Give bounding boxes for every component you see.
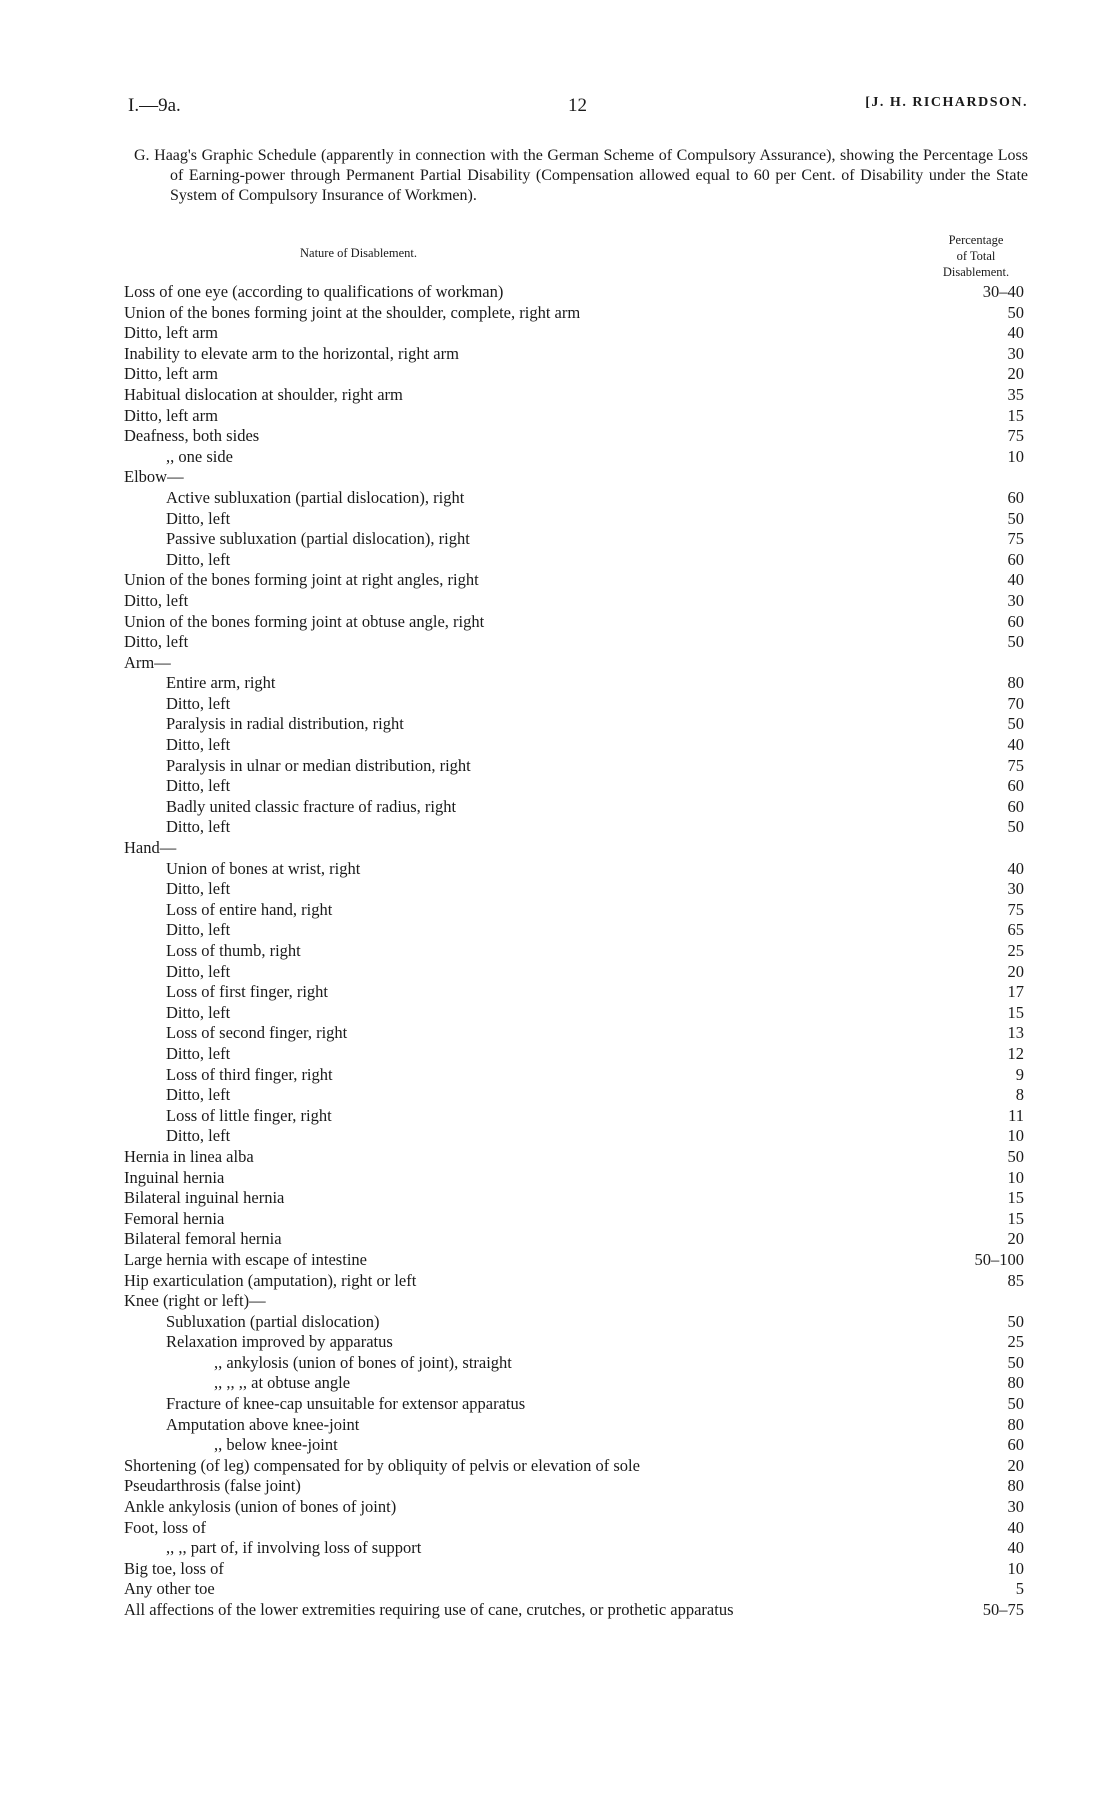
table-row bbox=[124, 1147, 1028, 1168]
table-row bbox=[124, 1271, 1028, 1292]
table-row bbox=[124, 1559, 1028, 1580]
percentage-heading-line-2: of Total bbox=[956, 249, 996, 263]
percentage-value: 30 bbox=[968, 591, 1024, 612]
table-row bbox=[124, 1373, 1028, 1394]
disablement-label: Ditto, left bbox=[166, 962, 234, 983]
disablement-label: Ditto, left arm bbox=[124, 406, 222, 427]
table-row bbox=[124, 632, 1028, 653]
table-row bbox=[124, 1209, 1028, 1230]
percentage-value: 10 bbox=[968, 1168, 1024, 1189]
disablement-label: Ditto, left bbox=[166, 1126, 234, 1147]
percentage-value: 8 bbox=[968, 1085, 1024, 1106]
disablement-label: Ditto, left bbox=[166, 735, 234, 756]
disablement-label: Big toe, loss of bbox=[124, 1559, 228, 1580]
table-row bbox=[124, 735, 1028, 756]
percentage-value: 60 bbox=[968, 612, 1024, 633]
disablement-label: Loss of first finger, right bbox=[166, 982, 332, 1003]
table-row bbox=[124, 879, 1028, 900]
percentage-value: 15 bbox=[968, 1003, 1024, 1024]
table-row bbox=[124, 364, 1028, 385]
percentage-value: 17 bbox=[968, 982, 1024, 1003]
disablement-label: Any other toe bbox=[124, 1579, 219, 1600]
disablement-label: Subluxation (partial dislocation) bbox=[166, 1312, 384, 1333]
disablement-label: Union of the bones forming joint at obtuse angle, right bbox=[124, 612, 488, 633]
percentage-value: 11 bbox=[968, 1106, 1024, 1127]
table-row bbox=[124, 426, 1028, 447]
page-number: 12 bbox=[568, 95, 587, 116]
disablement-label: Loss of one eye (according to qualifications of workman) bbox=[124, 282, 507, 303]
table-section-heading bbox=[124, 467, 1028, 488]
disablement-label: Loss of thumb, right bbox=[166, 941, 305, 962]
disablement-label: Inability to elevate arm to the horizontal, right arm bbox=[124, 344, 463, 365]
disablement-label: Ditto, left bbox=[124, 632, 192, 653]
disablement-label: Arm— bbox=[124, 653, 175, 674]
document-reference: I.—9a. bbox=[128, 95, 181, 116]
table-row bbox=[124, 817, 1028, 838]
disablement-label: All affections of the lower extremities requiring use of cane, crutches, or prothetic apparatus bbox=[124, 1600, 738, 1621]
disablement-label: Ditto, left arm bbox=[124, 364, 222, 385]
percentage-heading-line-1: Percentage bbox=[948, 233, 1004, 247]
percentage-value: 5 bbox=[968, 1579, 1024, 1600]
disablement-label: Union of the bones forming joint at the shoulder, complete, right arm bbox=[124, 303, 584, 324]
table-row bbox=[124, 776, 1028, 797]
disablement-label: Paralysis in radial distribution, right bbox=[166, 714, 408, 735]
disablement-label: Pseudarthrosis (false joint) bbox=[124, 1476, 305, 1497]
table-row bbox=[124, 323, 1028, 344]
disablement-label: Loss of little finger, right bbox=[166, 1106, 336, 1127]
table-row bbox=[124, 1250, 1028, 1271]
percentage-value: 65 bbox=[968, 920, 1024, 941]
disablement-label: Loss of entire hand, right bbox=[166, 900, 336, 921]
table-row bbox=[124, 1023, 1028, 1044]
page-header bbox=[128, 95, 1028, 121]
percentage-value: 40 bbox=[968, 735, 1024, 756]
percentage-value: 30–40 bbox=[968, 282, 1024, 303]
table-row bbox=[124, 1168, 1028, 1189]
disablement-label: Paralysis in ulnar or median distribution, right bbox=[166, 756, 475, 777]
disablement-label: Hip exarticulation (amputation), right or left bbox=[124, 1271, 420, 1292]
percentage-column-heading bbox=[924, 232, 1028, 280]
disablement-label: Inguinal hernia bbox=[124, 1168, 228, 1189]
disablement-label: Ditto, left bbox=[166, 550, 234, 571]
table-row bbox=[124, 859, 1028, 880]
table-row bbox=[124, 1518, 1028, 1539]
percentage-value: 70 bbox=[968, 694, 1024, 715]
author-reference: [J. H. RICHARDSON. bbox=[865, 95, 1028, 110]
table-row bbox=[124, 1312, 1028, 1333]
disablement-label: Ditto, left bbox=[124, 591, 192, 612]
disablement-label: Ditto, left bbox=[166, 694, 234, 715]
percentage-value: 60 bbox=[968, 488, 1024, 509]
table-row bbox=[124, 941, 1028, 962]
disablement-label: Union of bones at wrist, right bbox=[166, 859, 364, 880]
table-row bbox=[124, 591, 1028, 612]
percentage-value: 40 bbox=[968, 1518, 1024, 1539]
disablement-label: ,, ,, part of, if involving loss of support bbox=[166, 1538, 425, 1559]
disablement-label: Shortening (of leg) compensated for by obliquity of pelvis or elevation of sole bbox=[124, 1456, 644, 1477]
disablement-label: Hernia in linea alba bbox=[124, 1147, 258, 1168]
percentage-value: 10 bbox=[968, 447, 1024, 468]
disablement-label: Bilateral inguinal hernia bbox=[124, 1188, 288, 1209]
table-row bbox=[124, 1126, 1028, 1147]
disablement-label: Ditto, left bbox=[166, 879, 234, 900]
disablement-label: Relaxation improved by apparatus bbox=[166, 1332, 397, 1353]
disablement-label: Ditto, left bbox=[166, 1003, 234, 1024]
table-row bbox=[124, 612, 1028, 633]
percentage-value: 9 bbox=[968, 1065, 1024, 1086]
table-row bbox=[124, 1476, 1028, 1497]
disablement-label: Ditto, left arm bbox=[124, 323, 222, 344]
disablement-label: Hand— bbox=[124, 838, 180, 859]
percentage-value: 15 bbox=[968, 1209, 1024, 1230]
percentage-value: 15 bbox=[968, 406, 1024, 427]
table-row bbox=[124, 900, 1028, 921]
percentage-value: 50 bbox=[968, 632, 1024, 653]
table-row bbox=[124, 756, 1028, 777]
percentage-value: 50 bbox=[968, 1147, 1024, 1168]
table-row bbox=[124, 550, 1028, 571]
percentage-value: 75 bbox=[968, 426, 1024, 447]
percentage-value: 50 bbox=[968, 1394, 1024, 1415]
table-section-heading bbox=[124, 838, 1028, 859]
schedule-intro: G. Haag's Graphic Schedule (apparently in connection with the German Scheme of Compulsory Assurance), showing the Percentage Loss of Earning-power through Permanent Partial Disability (Compensation allowed equal to 60 per Cent. of Disability under the State System of Compulsory Insurance of Workmen). bbox=[134, 147, 1028, 204]
disablement-label: Union of the bones forming joint at right angles, right bbox=[124, 570, 483, 591]
table-row bbox=[124, 1600, 1028, 1621]
table-row bbox=[124, 797, 1028, 818]
table-row bbox=[124, 1229, 1028, 1250]
percentage-value: 75 bbox=[968, 900, 1024, 921]
table-row bbox=[124, 920, 1028, 941]
percentage-value: 80 bbox=[968, 673, 1024, 694]
percentage-value: 40 bbox=[968, 570, 1024, 591]
table-row bbox=[124, 714, 1028, 735]
disablement-label: Habitual dislocation at shoulder, right arm bbox=[124, 385, 407, 406]
table-row bbox=[124, 1538, 1028, 1559]
percentage-value: 35 bbox=[968, 385, 1024, 406]
disablement-label: Bilateral femoral hernia bbox=[124, 1229, 286, 1250]
disablement-label: Elbow— bbox=[124, 467, 188, 488]
table-row bbox=[124, 1435, 1028, 1456]
table-row bbox=[124, 694, 1028, 715]
table-section-heading bbox=[124, 653, 1028, 674]
percentage-value: 60 bbox=[968, 550, 1024, 571]
table-row bbox=[124, 1456, 1028, 1477]
disablement-label: Femoral hernia bbox=[124, 1209, 228, 1230]
disablement-label: Ditto, left bbox=[166, 1044, 234, 1065]
percentage-value: 15 bbox=[968, 1188, 1024, 1209]
table-row bbox=[124, 1065, 1028, 1086]
disablement-table bbox=[124, 282, 1028, 1621]
disablement-label: Amputation above knee-joint bbox=[166, 1415, 363, 1436]
table-row bbox=[124, 488, 1028, 509]
disablement-label: Passive subluxation (partial dislocation), right bbox=[166, 529, 474, 550]
percentage-value: 10 bbox=[968, 1126, 1024, 1147]
table-row bbox=[124, 1332, 1028, 1353]
table-row bbox=[124, 282, 1028, 303]
percentage-value: 30 bbox=[968, 1497, 1024, 1518]
disablement-label: Ditto, left bbox=[166, 776, 234, 797]
percentage-value: 50–100 bbox=[968, 1250, 1024, 1271]
percentage-value: 60 bbox=[968, 776, 1024, 797]
percentage-value: 85 bbox=[968, 1271, 1024, 1292]
table-row bbox=[124, 1188, 1028, 1209]
disablement-label: Deafness, both sides bbox=[124, 426, 263, 447]
disablement-label: Knee (right or left)— bbox=[124, 1291, 270, 1312]
table-row bbox=[124, 570, 1028, 591]
table-row bbox=[124, 1106, 1028, 1127]
percentage-value: 50 bbox=[968, 1353, 1024, 1374]
percentage-value: 75 bbox=[968, 756, 1024, 777]
table-row bbox=[124, 509, 1028, 530]
disablement-label: Entire arm, right bbox=[166, 673, 280, 694]
table-row bbox=[124, 406, 1028, 427]
table-row bbox=[124, 385, 1028, 406]
percentage-value: 20 bbox=[968, 364, 1024, 385]
disablement-label: Large hernia with escape of intestine bbox=[124, 1250, 371, 1271]
disablement-label: Ditto, left bbox=[166, 920, 234, 941]
percentage-value: 13 bbox=[968, 1023, 1024, 1044]
table-row bbox=[124, 1579, 1028, 1600]
percentage-value: 40 bbox=[968, 1538, 1024, 1559]
table-row bbox=[124, 529, 1028, 550]
table-row bbox=[124, 673, 1028, 694]
percentage-value: 25 bbox=[968, 941, 1024, 962]
percentage-value: 80 bbox=[968, 1373, 1024, 1394]
percentage-value: 75 bbox=[968, 529, 1024, 550]
disablement-label: Badly united classic fracture of radius, right bbox=[166, 797, 460, 818]
percentage-value: 40 bbox=[968, 323, 1024, 344]
table-row bbox=[124, 1353, 1028, 1374]
table-row bbox=[124, 1394, 1028, 1415]
disablement-label: Active subluxation (partial dislocation), right bbox=[166, 488, 468, 509]
disablement-label: ,, one side bbox=[166, 447, 237, 468]
disablement-label: ,, below knee-joint bbox=[214, 1435, 342, 1456]
disablement-label: Loss of second finger, right bbox=[166, 1023, 351, 1044]
percentage-value: 50 bbox=[968, 817, 1024, 838]
percentage-value: 40 bbox=[968, 859, 1024, 880]
table-row bbox=[124, 1085, 1028, 1106]
table-row bbox=[124, 1044, 1028, 1065]
percentage-value: 20 bbox=[968, 1456, 1024, 1477]
nature-column-heading: Nature of Disablement. bbox=[300, 246, 417, 260]
percentage-value: 12 bbox=[968, 1044, 1024, 1065]
percentage-value: 30 bbox=[968, 879, 1024, 900]
table-row bbox=[124, 982, 1028, 1003]
percentage-value: 20 bbox=[968, 1229, 1024, 1250]
disablement-label: Loss of third finger, right bbox=[166, 1065, 337, 1086]
disablement-label: Ditto, left bbox=[166, 817, 234, 838]
table-row bbox=[124, 1415, 1028, 1436]
table-row bbox=[124, 1497, 1028, 1518]
disablement-label: Ankle ankylosis (union of bones of joint) bbox=[124, 1497, 400, 1518]
percentage-value: 30 bbox=[968, 344, 1024, 365]
percentage-value: 80 bbox=[968, 1415, 1024, 1436]
table-row bbox=[124, 1003, 1028, 1024]
table-row bbox=[124, 962, 1028, 983]
percentage-value: 50–75 bbox=[968, 1600, 1024, 1621]
table-section-heading bbox=[124, 1291, 1028, 1312]
disablement-label: ,, ,, ,, at obtuse angle bbox=[214, 1373, 354, 1394]
disablement-label: Ditto, left bbox=[166, 1085, 234, 1106]
percentage-value: 50 bbox=[968, 303, 1024, 324]
percentage-value: 10 bbox=[968, 1559, 1024, 1580]
percentage-value: 60 bbox=[968, 1435, 1024, 1456]
percentage-value: 80 bbox=[968, 1476, 1024, 1497]
percentage-heading-line-3: Disablement. bbox=[942, 265, 1010, 279]
percentage-value: 60 bbox=[968, 797, 1024, 818]
disablement-label: ,, ankylosis (union of bones of joint), straight bbox=[214, 1353, 516, 1374]
table-row bbox=[124, 344, 1028, 365]
disablement-label: Fracture of knee-cap unsuitable for extensor apparatus bbox=[166, 1394, 529, 1415]
percentage-value: 50 bbox=[968, 714, 1024, 735]
table-row bbox=[124, 447, 1028, 468]
disablement-label: Foot, loss of bbox=[124, 1518, 210, 1539]
percentage-value: 50 bbox=[968, 509, 1024, 530]
percentage-value: 50 bbox=[968, 1312, 1024, 1333]
percentage-value: 25 bbox=[968, 1332, 1024, 1353]
percentage-value: 20 bbox=[968, 962, 1024, 983]
column-headings bbox=[124, 232, 1028, 284]
disablement-label: Ditto, left bbox=[166, 509, 234, 530]
table-row bbox=[124, 303, 1028, 324]
